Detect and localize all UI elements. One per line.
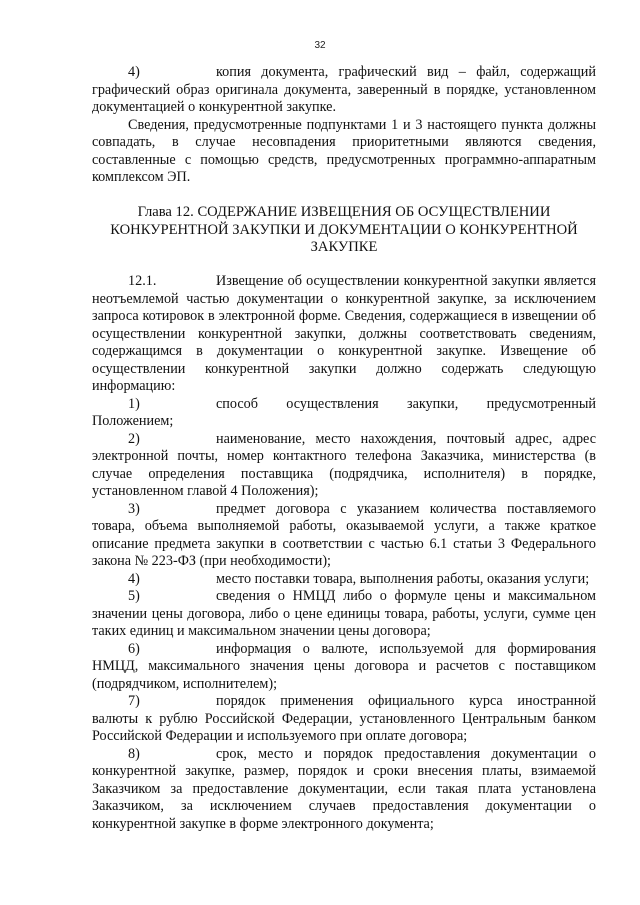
item-text: предмет договора с указанием количества поставляемого товара, объема выполняемой работы, оказываемой услуги, а также краткое описание предмета закупки в соответствии с частью 6.1 статьи 3 Федерального закона № 223-ФЗ (при необходимости);: [92, 500, 596, 569]
item-text: информация о валюте, используемой для формирования НМЦД, максимального значения цены договора и расчетов с поставщиком (подрядчиком, исполнителем);: [92, 640, 596, 692]
item-number: 8): [128, 745, 140, 762]
list-item: [92, 501, 596, 571]
clause-text: Извещение об осуществлении конкурентной закупки является неотъемлемой частью документации о конкурентной закупке, за исключением запроса котировок в электронной форме. Сведения, содержащиеся в извещении об осуществлении конкурентной закупки, должны соответствовать сведениям, содержащимся в документации о конкурентной закупке. Извещение об осуществлении конкурентной закупки должно содержать следующую информацию:: [92, 273, 596, 394]
item-number: 4): [128, 570, 140, 587]
list-item: [92, 64, 596, 117]
item-number: 1): [128, 395, 140, 412]
list-item: [92, 588, 596, 641]
paragraph: Сведения, предусмотренные подпунктами 1 и 3 настоящего пункта должны совпадать, в случае несовпадения приоритетными являются сведения, составленные с помощью средств, предусмотренных программно-аппаратным комплексом ЭП.: [92, 116, 596, 185]
list-item: [92, 431, 596, 501]
item-number: 7): [128, 693, 140, 709]
list-item: [92, 641, 596, 694]
list-item: [92, 571, 596, 589]
item-number: 5): [128, 588, 140, 604]
item-number: 3): [128, 500, 140, 517]
top-section: [92, 64, 596, 187]
page-number: 32: [314, 40, 326, 51]
chapter-heading: Глава 12. СОДЕРЖАНИЕ ИЗВЕЩЕНИЯ ОБ ОСУЩЕСТВЛЕНИИ КОНКУРЕНТНОЙ ЗАКУПКИ И ДОКУМЕНТАЦИИ О КОНКУРЕНТНОЙ ЗАКУПКЕ: [110, 204, 578, 255]
item-text: наименование, место нахождения, почтовый адрес, адрес электронной почты, номер контактного телефона Заказчика, министерства (в случае определения поставщика (подрядчика, исполнителя) в порядке, установленном главой 4 Положения);: [92, 430, 596, 499]
item-text: сведения о НМЦД либо о формуле цены и максимальном значении цены договора, либо о цене единицы товара, работы, услуги, сумме цен таких единиц и максимальном значении цены договора;: [92, 588, 596, 639]
item-number: 2): [128, 430, 140, 447]
item-number: 6): [128, 640, 140, 657]
clause-paragraph: [92, 273, 596, 396]
item-text: порядок применения официального курса иностранной валюты к рублю Российской Федерации, установленного Центральным банком Российской Федерации и используемого при оплате договора;: [92, 693, 596, 744]
item-text: способ осуществления закупки, предусмотренный Положением;: [92, 395, 596, 429]
item-text: срок, место и порядок предоставления документации о конкурентной закупке, размер, порядок и сроки внесения платы, взимаемой Заказчиком за предоставление документации, если такая плата установлена Заказчиком, за исключением случаев предоставления документации о конкурентной закупке в форме электронного документа;: [92, 745, 596, 832]
clause-section: [92, 273, 596, 833]
list-item: [92, 693, 596, 746]
list-item: [92, 746, 596, 834]
item-text: копия документа, графический вид – файл, содержащий графический образ оригинала документа, заверенный в порядке, установленном документацией о конкурентной закупке.: [92, 64, 596, 115]
clause-number: 12.1.: [128, 273, 157, 289]
item-number: 4): [128, 64, 140, 80]
list-item: [92, 396, 596, 431]
item-text: место поставки товара, выполнения работы, оказания услуги;: [216, 570, 590, 587]
